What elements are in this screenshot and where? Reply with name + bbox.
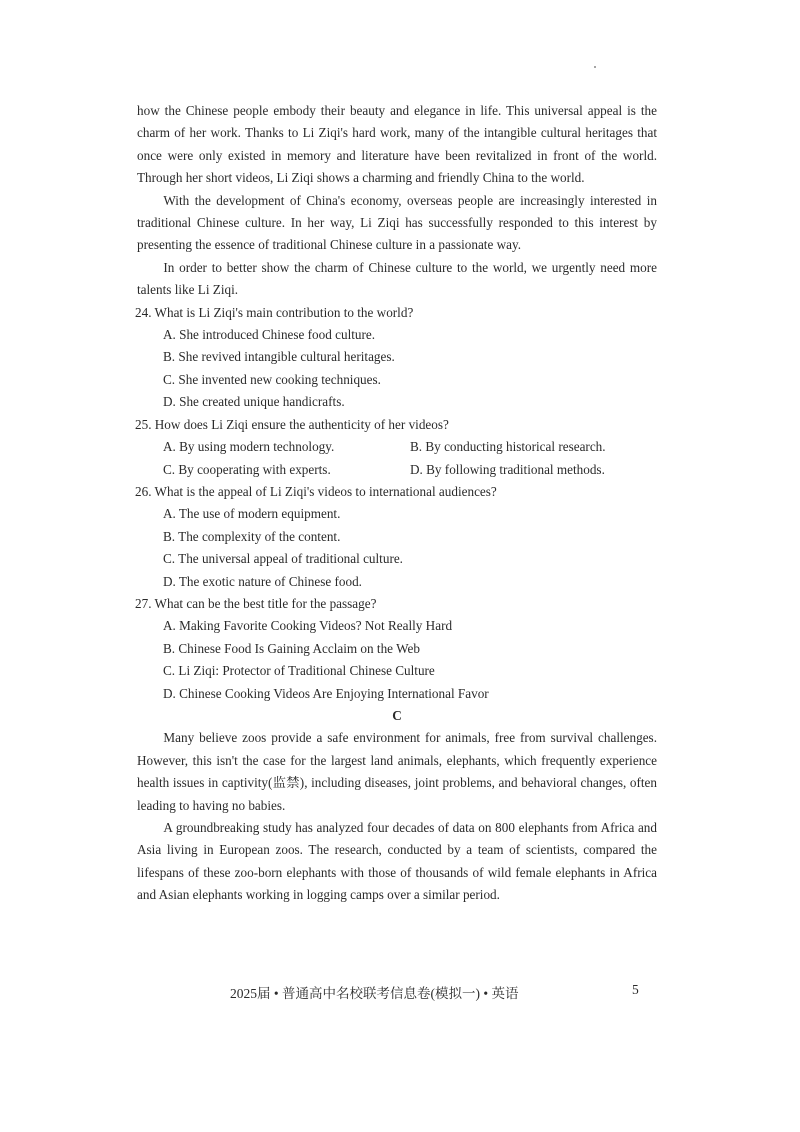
exam-footer: 2025届 • 普通高中名校联考信息卷(模拟一) • 英语 [230, 986, 519, 1001]
question-25 [137, 414, 657, 481]
option-c: C. The universal appeal of traditional culture. [163, 551, 403, 567]
option-d: D. Chinese Cooking Videos Are Enjoying International Favor [163, 685, 489, 701]
question-stem: 25. How does Li Ziqi ensure the authenticity of her videos? [135, 416, 449, 432]
option-row [163, 436, 657, 458]
option-d: D. She created unique handicrafts. [163, 394, 345, 410]
page-number: 5 [632, 982, 639, 997]
option-c: C. She invented new cooking techniques. [163, 371, 381, 387]
option-c: C. Li Ziqi: Protector of Traditional Chinese Culture [163, 663, 435, 679]
section-heading-c: C [392, 707, 402, 723]
question-stem: 27. What can be the best title for the passage? [135, 595, 377, 611]
passage-c-paragraph-2: A groundbreaking study has analyzed four decades of data on 800 elephants from Africa and Asia living in European zoos. The research, conducted by a team of scientists, compared the lifespans of these zoo-born elephants with those of thousands of wild female elephants in Africa and Asian elephants working in logging camps over a similar period. [137, 820, 657, 903]
page-content [137, 100, 657, 907]
option-a: A. The use of modern equipment. [163, 506, 341, 522]
option-b: B. She revived intangible cultural heritages. [163, 349, 395, 365]
option-a: A. By using modern technology. [163, 439, 335, 455]
passage-c-paragraph-1: Many believe zoos provide a safe environment for animals, free from survival challenges. However, this isn't the case for the largest land animals, elephants, which frequently experience health issues in captivity(监禁), including diseases, joint problems, and behavioral changes, often leading to having no babies. [137, 730, 657, 813]
passage-b-paragraph-1: how the Chinese people embody their beauty and elegance in life. This universal appeal is the charm of her work. Thanks to Li Ziqi's hard work, many of the intangible cultural heritages that once were only existed in memory and literature have been revitalized in front of the world. Through her short videos, Li Ziqi shows a charming and friendly China to the world. [137, 103, 657, 186]
scan-speck [594, 66, 596, 68]
passage-b-paragraph-2: With the development of China's economy, overseas people are increasingly interested in traditional Chinese culture. In her way, Li Ziqi has successfully responded to this interest by presenting the essence of traditional Chinese culture in a passionate way. [137, 192, 657, 253]
option-d: D. The exotic nature of Chinese food. [163, 573, 362, 589]
option-b: B. The complexity of the content. [163, 528, 341, 544]
option-a: A. She introduced Chinese food culture. [163, 327, 376, 343]
question-stem: 24. What is Li Ziqi's main contribution to the world? [135, 304, 414, 320]
option-b: B. By conducting historical research. [410, 439, 606, 455]
option-c: C. By cooperating with experts. [163, 461, 331, 477]
passage-b-paragraph-3: In order to better show the charm of Chinese culture to the world, we urgently need more talents like Li Ziqi. [137, 259, 657, 298]
question-24 [137, 302, 657, 414]
option-d: D. By following traditional methods. [410, 461, 605, 477]
option-a: A. Making Favorite Cooking Videos? Not Really Hard [163, 618, 453, 634]
option-row [163, 459, 657, 481]
question-27 [137, 593, 657, 705]
option-b: B. Chinese Food Is Gaining Acclaim on the Web [163, 640, 420, 656]
question-26 [137, 481, 657, 593]
question-stem: 26. What is the appeal of Li Ziqi's videos to international audiences? [135, 483, 497, 499]
